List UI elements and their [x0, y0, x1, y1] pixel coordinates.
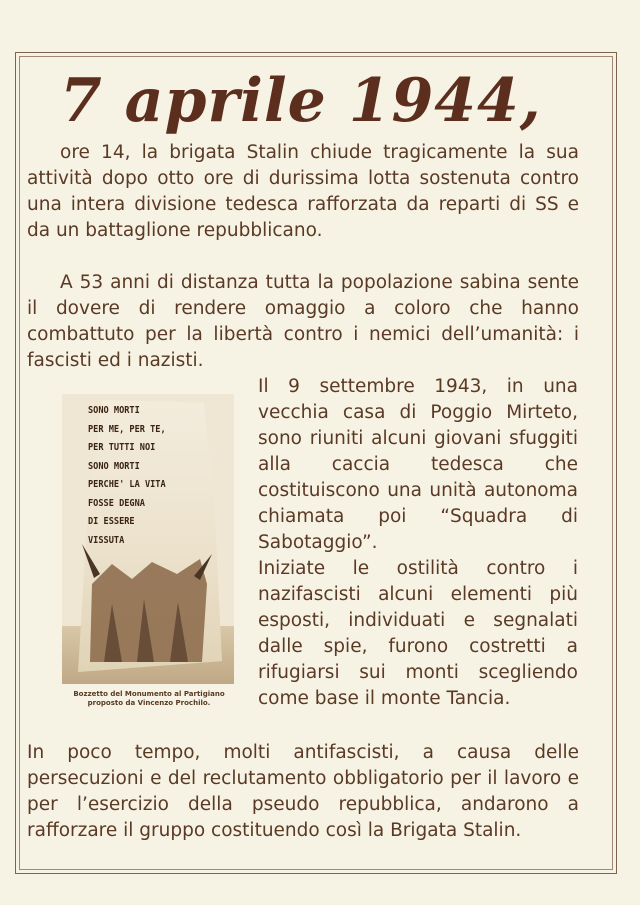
- inscription-line: VISSUTA: [88, 534, 125, 546]
- inscription-line: PERCHE' LA VITA: [88, 479, 166, 490]
- monument-sculpture-figures: [82, 544, 212, 664]
- caption-line: Bozzetto del Monumento al Partigiano: [73, 690, 225, 698]
- monument-inscription: [88, 402, 200, 550]
- monument-photo: [62, 394, 234, 684]
- inscription-line: FOSSE DEGNA: [88, 497, 145, 509]
- caption-line: proposto da Vincenzo Prochilo.: [87, 699, 211, 707]
- paragraph-brigata: In poco tempo, molti antifascisti, a causa delle persecuzioni e del reclutamento obbligatorio per il lavoro e per l’esercizio della pseudo repubblica, andarono a rafforzare il gruppo costituendo così la Brigata Stalin.: [27, 742, 579, 841]
- paragraph-hostilities: Iniziate le ostilità contro i nazifascisti alcuni elementi più esposti, individuati e segnalati dalle spie, furono costretti a rifugiarsi sui monti scegliendo come base il monte Tancia.: [258, 558, 578, 709]
- inscription-line: SONO MORTI: [88, 405, 140, 416]
- inscription-line: SONO MORTI: [88, 460, 140, 472]
- monument-figure: [50, 394, 245, 724]
- figure-caption: [54, 690, 244, 708]
- inscription-line: PER TUTTI NOI: [88, 442, 156, 453]
- paragraph-homage: A 53 anni di distanza tutta la popolazione sabina sente il dovere di rendere omaggio a coloro che hanno combattuto per la libertà contro i nemici dell’umanità: i fascisti ed i nazisti.: [27, 272, 579, 371]
- page-title: 7 aprile 1944,: [60, 66, 542, 136]
- inscription-line: PER ME, PER TE,: [88, 423, 166, 435]
- paragraph-squadra: Il 9 settembre 1943, in una vecchia casa di Poggio Mirteto, sono riuniti alcuni giovani sfuggiti alla caccia tedesca che costituiscono una unità autonoma chiamata poi “Squadra di Sabotaggio”.: [258, 376, 578, 553]
- inscription-line: DI ESSERE: [88, 516, 135, 527]
- paragraph-intro: ore 14, la brigata Stalin chiude tragicamente la sua attività dopo otto ore di durissima lotta sostenuta contro una intera divisione tedesca rafforzata da reparti di SS e da un battaglione repubblicano.: [27, 142, 579, 241]
